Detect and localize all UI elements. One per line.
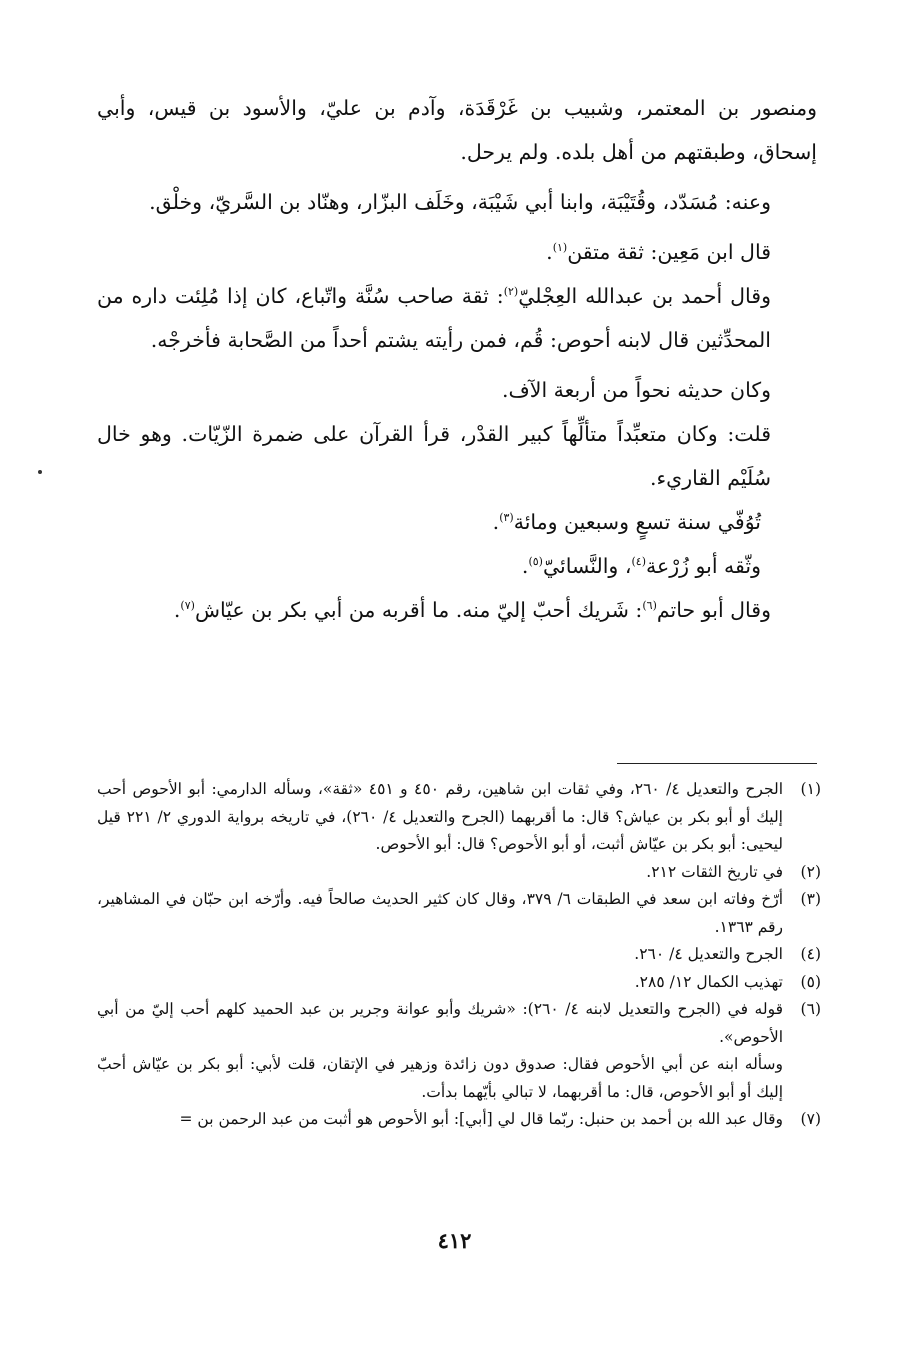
footnote-separator [617, 763, 817, 764]
footnote-number: (٦) [800, 1000, 821, 1018]
footnote-number: (٣) [800, 890, 821, 908]
footnote-number: (٢) [800, 862, 821, 881]
footnote-text: وقال عبد الله بن أحمد بن حنبل: ربّما قال لي [أبي]: أبو الأحوص هو أثبت من عبد الرحمن بن = [179, 1110, 783, 1128]
footnote-ref: (٦) [642, 599, 657, 613]
footnote-number: (٥) [800, 972, 821, 991]
paragraph-text: . [546, 240, 553, 264]
paragraph-hadith-count [97, 368, 817, 412]
paragraph-text: ، والنَّسائيّ [542, 554, 632, 578]
paragraph-author-note [97, 412, 817, 500]
paragraph-text: وكان حديثه نحواً من أربعة الآف. [501, 378, 771, 402]
footnote-6 [97, 996, 821, 1051]
paragraph-text: قلت: وكان متعبِّداً متألِّهاً كبير القدْر، قرأ القرآن على ضمرة الزّيّات. وهو خال سُلَيْم القاريء. [97, 422, 771, 490]
footnote-ref: (٧) [180, 599, 195, 613]
footnote-ref: (٤) [631, 555, 646, 569]
footnote-6-continuation: وسأله ابنه عن أبي الأحوص فقال: صدوق دون زائدة وزهير في الإتقان، قلت لأبي: أبو بكر بن عيّاش أحبّ إليك أو أبو الأحوص، قال: ما أقربهما، لا تبالي بأيّهما بدأت. [97, 1055, 783, 1101]
paragraph-text: تُوُفّي سنة تسعٍ وسبعين ومائة [513, 510, 761, 534]
footnote-text: الجرح والتعديل ٤/ ٢٦٠، وفي ثقات ابن شاهين، رقم ٤٥٠ و ٤٥١ «ثقة»، وسأله الدارمي: أبو الأحوص أحب إليك أو أبو بكر بن عياش؟ قال: ما أقربهما (الجرح والتعديل ٤/ ٢٦٠)، في تاريخه برواية الدوري ٢/ ٢٢١ قيل ليحيى: أبو بكر بن عيّاش أثبت، أو أبو الأحوص؟ قال: أبو الأحوص. [97, 780, 784, 853]
footnote-2 [97, 859, 821, 887]
footnote-ref: (١) [552, 241, 568, 255]
footnotes [97, 776, 821, 1134]
footnote-text: تهذيب الكمال ١٢/ ٢٨٥. [634, 972, 783, 991]
footnote-5 [97, 969, 821, 997]
scan-speck [38, 470, 42, 474]
footnote-text: قوله في (الجرح والتعديل لابنه ٤/ ٢٦٠): «شريك وأبو عوانة وجرير بن عبد الحميد كلهم أحب إليّ من أبي الأحوص». [97, 1000, 783, 1046]
page-number: ٤١٢ [437, 1228, 472, 1253]
footnote-number: (٤) [800, 945, 821, 963]
paragraph-abu-hatim [97, 588, 817, 632]
footnote-text: في تاريخ الثقات ٢١٢. [646, 862, 783, 881]
paragraph-text: . [521, 554, 529, 578]
paragraph-ijli [97, 274, 817, 362]
paragraph-students [97, 180, 817, 224]
paragraph-text: قال ابن مَعِين: ثقة متقن [567, 240, 771, 264]
paragraph-text: وقال أحمد بن عبدالله العِجْليّ [518, 284, 771, 308]
main-text [97, 86, 817, 632]
footnote-number: (١) [800, 780, 821, 798]
paragraph-teachers [97, 86, 817, 174]
paragraph-text: : شَريك أحبّ إليّ منه. ما أقربه من أبي بكر بن عيّاش [194, 598, 643, 622]
footnote-7 [97, 1106, 821, 1134]
paragraph-text: . [492, 510, 500, 534]
footnote-1 [97, 776, 821, 859]
paragraph-death [97, 500, 817, 544]
footnote-4 [97, 941, 821, 969]
paragraph-authentication [97, 544, 817, 588]
paragraph-text: وعنه: مُسَدّد، وقُتَيْبَة، وابنا أبي شَيْبَة، وخَلَف البزّار، وهنّاد بن السَّريّ، وخلْق. [149, 190, 771, 214]
paragraph-text: وثّقه أبو زُرْعة [645, 554, 761, 578]
footnote-text: أرّخ وفاته ابن سعد في الطبقات ٦/ ٣٧٩، وقال كان كثير الحديث صالحاً فيه. وأرّخه ابن حبّان في المشاهير، رقم ١٣٦٣. [97, 890, 783, 936]
footnote-ref: (٣) [499, 511, 514, 525]
footnote-text: الجرح والتعديل ٤/ ٢٦٠. [634, 945, 783, 963]
footnote-ref: (٢) [503, 285, 519, 299]
paragraph-text: وقال أبو حاتم [656, 598, 771, 622]
footnote-number: (٧) [800, 1110, 821, 1128]
paragraph-text: . [173, 598, 181, 622]
footnote-ref: (٥) [528, 555, 543, 569]
paragraph-text: : ثقة صاحب سُنَّة واتّباع، كان إذا مُلِئت داره من المحدِّثين قال لابنه أحوص: قُم، فمن رأيته يشتم أحداً من الصَّحابة فأخرجْه. [97, 284, 771, 352]
paragraph-text: ومنصور بن المعتمر، وشبيب بن غَرْقَدَة، وآدم بن عليّ، والأسود بن قيس، وأبي إسحاق، وطبقتهم من أهل بلده. ولم يرحل. [97, 96, 817, 164]
footnote-3 [97, 886, 821, 941]
paragraph-ibn-maeen [97, 230, 817, 274]
